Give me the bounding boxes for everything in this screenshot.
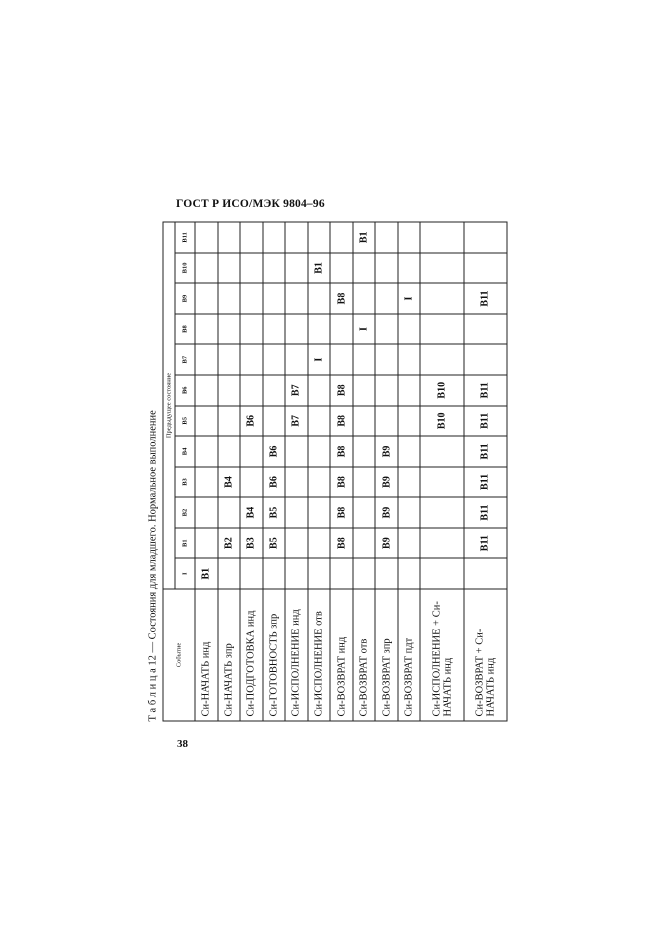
state-cell	[398, 528, 421, 559]
state-cell: B7	[285, 375, 308, 406]
state-cell: B1	[195, 558, 218, 589]
state-cell	[195, 344, 218, 375]
standard-designation: ГОСТ Р ИСО/МЭК 9804–96	[176, 198, 325, 210]
event-cell: Си-ВОЗВРАТ отв	[353, 589, 376, 721]
state-cell: B8	[330, 406, 353, 437]
state-cell	[195, 436, 218, 467]
state-cell	[263, 375, 286, 406]
event-cell: Си-ВОЗВРАТ зпр	[375, 589, 398, 721]
state-cell	[353, 375, 376, 406]
state-cell	[308, 222, 331, 253]
state-cell	[218, 253, 241, 284]
state-column-header: B7	[175, 344, 195, 375]
event-cell: Си-ИСПОЛНЕНИЕ отв	[308, 589, 331, 721]
state-cell: B9	[375, 436, 398, 467]
state-cell	[240, 467, 263, 498]
state-cell	[195, 283, 218, 314]
table-row	[263, 222, 286, 721]
state-cell	[285, 497, 308, 528]
state-cell	[353, 497, 376, 528]
state-cell: I	[308, 344, 331, 375]
state-cell: B7	[285, 406, 308, 437]
state-cell: B1	[353, 222, 376, 253]
state-cell	[398, 467, 421, 498]
state-cell	[398, 344, 421, 375]
table-row	[420, 222, 463, 721]
state-cell	[285, 253, 308, 284]
state-cell	[263, 314, 286, 345]
state-cell	[218, 558, 241, 589]
event-cell: Си-ВОЗВРАТ инд	[330, 589, 353, 721]
state-cell	[420, 253, 463, 284]
event-cell: Си-ИСПОЛНЕНИЕ инд	[285, 589, 308, 721]
state-cell: B6	[263, 436, 286, 467]
state-cell	[308, 467, 331, 498]
state-cell	[353, 283, 376, 314]
state-cell	[420, 283, 463, 314]
state-cell	[420, 467, 463, 498]
state-cell	[375, 375, 398, 406]
state-cell	[353, 558, 376, 589]
state-cell	[420, 497, 463, 528]
state-cell: B11	[464, 497, 507, 528]
event-cell: Си-ВОЗВРАТ + Си-НАЧАТЬ инд	[464, 589, 507, 721]
state-cell: B4	[218, 467, 241, 498]
state-cell	[353, 253, 376, 284]
state-cell	[195, 497, 218, 528]
state-cell	[240, 314, 263, 345]
state-cell	[375, 558, 398, 589]
state-cell	[353, 528, 376, 559]
state-cell	[195, 375, 218, 406]
state-cell: B9	[375, 528, 398, 559]
state-cell	[218, 314, 241, 345]
table-row	[398, 222, 421, 721]
state-cell	[464, 253, 507, 284]
state-cell: B11	[464, 283, 507, 314]
state-cell	[285, 314, 308, 345]
state-cell	[218, 436, 241, 467]
state-cell	[285, 222, 308, 253]
state-cell	[240, 222, 263, 253]
event-cell: Си-ИСПОЛНЕНИЕ + Си-НАЧАТЬ инд	[420, 589, 463, 721]
state-cell: B8	[330, 467, 353, 498]
state-cell: B9	[375, 467, 398, 498]
event-header: Событие	[163, 589, 195, 721]
state-cell	[375, 344, 398, 375]
event-cell: Си-НАЧАТЬ инд	[195, 589, 218, 721]
state-cell: I	[398, 283, 421, 314]
state-cell	[420, 344, 463, 375]
state-cell	[195, 528, 218, 559]
state-cell	[263, 344, 286, 375]
state-cell	[263, 253, 286, 284]
state-cell	[398, 253, 421, 284]
state-cell	[195, 314, 218, 345]
state-cell	[240, 283, 263, 314]
table-row	[353, 222, 376, 721]
state-cell	[308, 406, 331, 437]
state-cell	[398, 375, 421, 406]
state-column-header: B10	[175, 253, 195, 284]
state-cell	[375, 314, 398, 345]
state-cell: B9	[375, 497, 398, 528]
state-cell	[308, 283, 331, 314]
state-cell	[308, 558, 331, 589]
state-column-header: B4	[175, 436, 195, 467]
state-cell: B6	[240, 406, 263, 437]
state-cell	[308, 528, 331, 559]
state-cell: I	[353, 314, 376, 345]
state-cell	[353, 436, 376, 467]
state-cell: B8	[330, 497, 353, 528]
state-cell	[420, 314, 463, 345]
state-cell: B8	[330, 283, 353, 314]
state-cell	[195, 253, 218, 284]
state-cell	[285, 528, 308, 559]
state-cell	[398, 497, 421, 528]
state-cell: B5	[263, 528, 286, 559]
state-cell	[464, 344, 507, 375]
rotated-table-block	[147, 222, 508, 722]
state-cell	[330, 344, 353, 375]
state-cell	[353, 467, 376, 498]
state-cell	[285, 436, 308, 467]
state-cell	[285, 344, 308, 375]
event-cell: Си-ПОДГОТОВКА инд	[240, 589, 263, 721]
state-column-header: B5	[175, 406, 195, 437]
state-cell: B11	[464, 528, 507, 559]
state-cell	[240, 375, 263, 406]
table-row	[285, 222, 308, 721]
state-column-header: B9	[175, 283, 195, 314]
state-cell: B2	[218, 528, 241, 559]
state-cell	[308, 497, 331, 528]
state-cell	[464, 314, 507, 345]
state-cell: B10	[420, 406, 463, 437]
state-cell	[330, 558, 353, 589]
state-column-header: B2	[175, 497, 195, 528]
state-cell	[420, 436, 463, 467]
state-column-header: B3	[175, 467, 195, 498]
previous-state-header: Предыдущее состояние	[163, 222, 175, 589]
state-cell	[330, 314, 353, 345]
state-column-header: B11	[175, 222, 195, 253]
table-row	[218, 222, 241, 721]
state-cell	[195, 406, 218, 437]
table-caption: Т а б л и ц а 12 — Состояния для младшего. Нормальное выполнение	[147, 410, 159, 722]
state-cell: B11	[464, 436, 507, 467]
state-cell: B8	[330, 375, 353, 406]
states-table	[163, 222, 508, 722]
state-cell	[218, 283, 241, 314]
state-cell: B5	[263, 497, 286, 528]
state-cell	[398, 222, 421, 253]
event-cell: Си-ВОЗВРАТ пдт	[398, 589, 421, 721]
state-cell	[285, 283, 308, 314]
state-cell: B3	[240, 528, 263, 559]
event-cell: Си-НАЧАТЬ зпр	[218, 589, 241, 721]
state-cell	[285, 467, 308, 498]
state-cell	[330, 222, 353, 253]
state-cell	[195, 222, 218, 253]
state-cell	[398, 314, 421, 345]
state-cell	[240, 253, 263, 284]
state-cell	[398, 406, 421, 437]
state-cell	[464, 222, 507, 253]
state-cell	[464, 558, 507, 589]
state-cell	[420, 222, 463, 253]
state-cell	[218, 406, 241, 437]
state-cell	[240, 436, 263, 467]
state-cell	[263, 222, 286, 253]
state-cell	[398, 436, 421, 467]
table-row	[308, 222, 331, 721]
state-cell	[308, 314, 331, 345]
state-cell	[285, 558, 308, 589]
state-cell	[263, 406, 286, 437]
state-cell	[353, 406, 376, 437]
state-cell	[218, 497, 241, 528]
state-cell	[218, 344, 241, 375]
table-row	[195, 222, 218, 721]
event-cell: Си-ГОТОВНОСТЬ зпр	[263, 589, 286, 721]
state-cell: B8	[330, 436, 353, 467]
state-cell	[420, 528, 463, 559]
state-cell: B11	[464, 375, 507, 406]
state-cell	[308, 436, 331, 467]
state-cell	[420, 558, 463, 589]
state-cell	[375, 406, 398, 437]
state-cell	[375, 283, 398, 314]
state-cell: B4	[240, 497, 263, 528]
state-cell	[375, 253, 398, 284]
state-column-header: B8	[175, 314, 195, 345]
table-row	[330, 222, 353, 721]
state-cell: B1	[308, 253, 331, 284]
state-cell	[240, 344, 263, 375]
state-cell: B11	[464, 467, 507, 498]
state-column-header: B1	[175, 528, 195, 559]
page-number: 38	[177, 738, 188, 750]
state-cell	[398, 558, 421, 589]
state-cell	[263, 283, 286, 314]
table-row	[240, 222, 263, 721]
state-cell	[263, 558, 286, 589]
table-row	[464, 222, 507, 721]
state-cell	[375, 222, 398, 253]
state-cell: B8	[330, 528, 353, 559]
table-row	[375, 222, 398, 721]
state-cell	[218, 222, 241, 253]
state-cell: B6	[263, 467, 286, 498]
state-cell	[218, 375, 241, 406]
state-cell: B10	[420, 375, 463, 406]
state-cell: B11	[464, 406, 507, 437]
state-cell	[240, 558, 263, 589]
state-column-header: B6	[175, 375, 195, 406]
state-column-header: I	[175, 558, 195, 589]
state-cell	[195, 467, 218, 498]
state-cell	[353, 344, 376, 375]
state-cell	[308, 375, 331, 406]
state-cell	[330, 253, 353, 284]
